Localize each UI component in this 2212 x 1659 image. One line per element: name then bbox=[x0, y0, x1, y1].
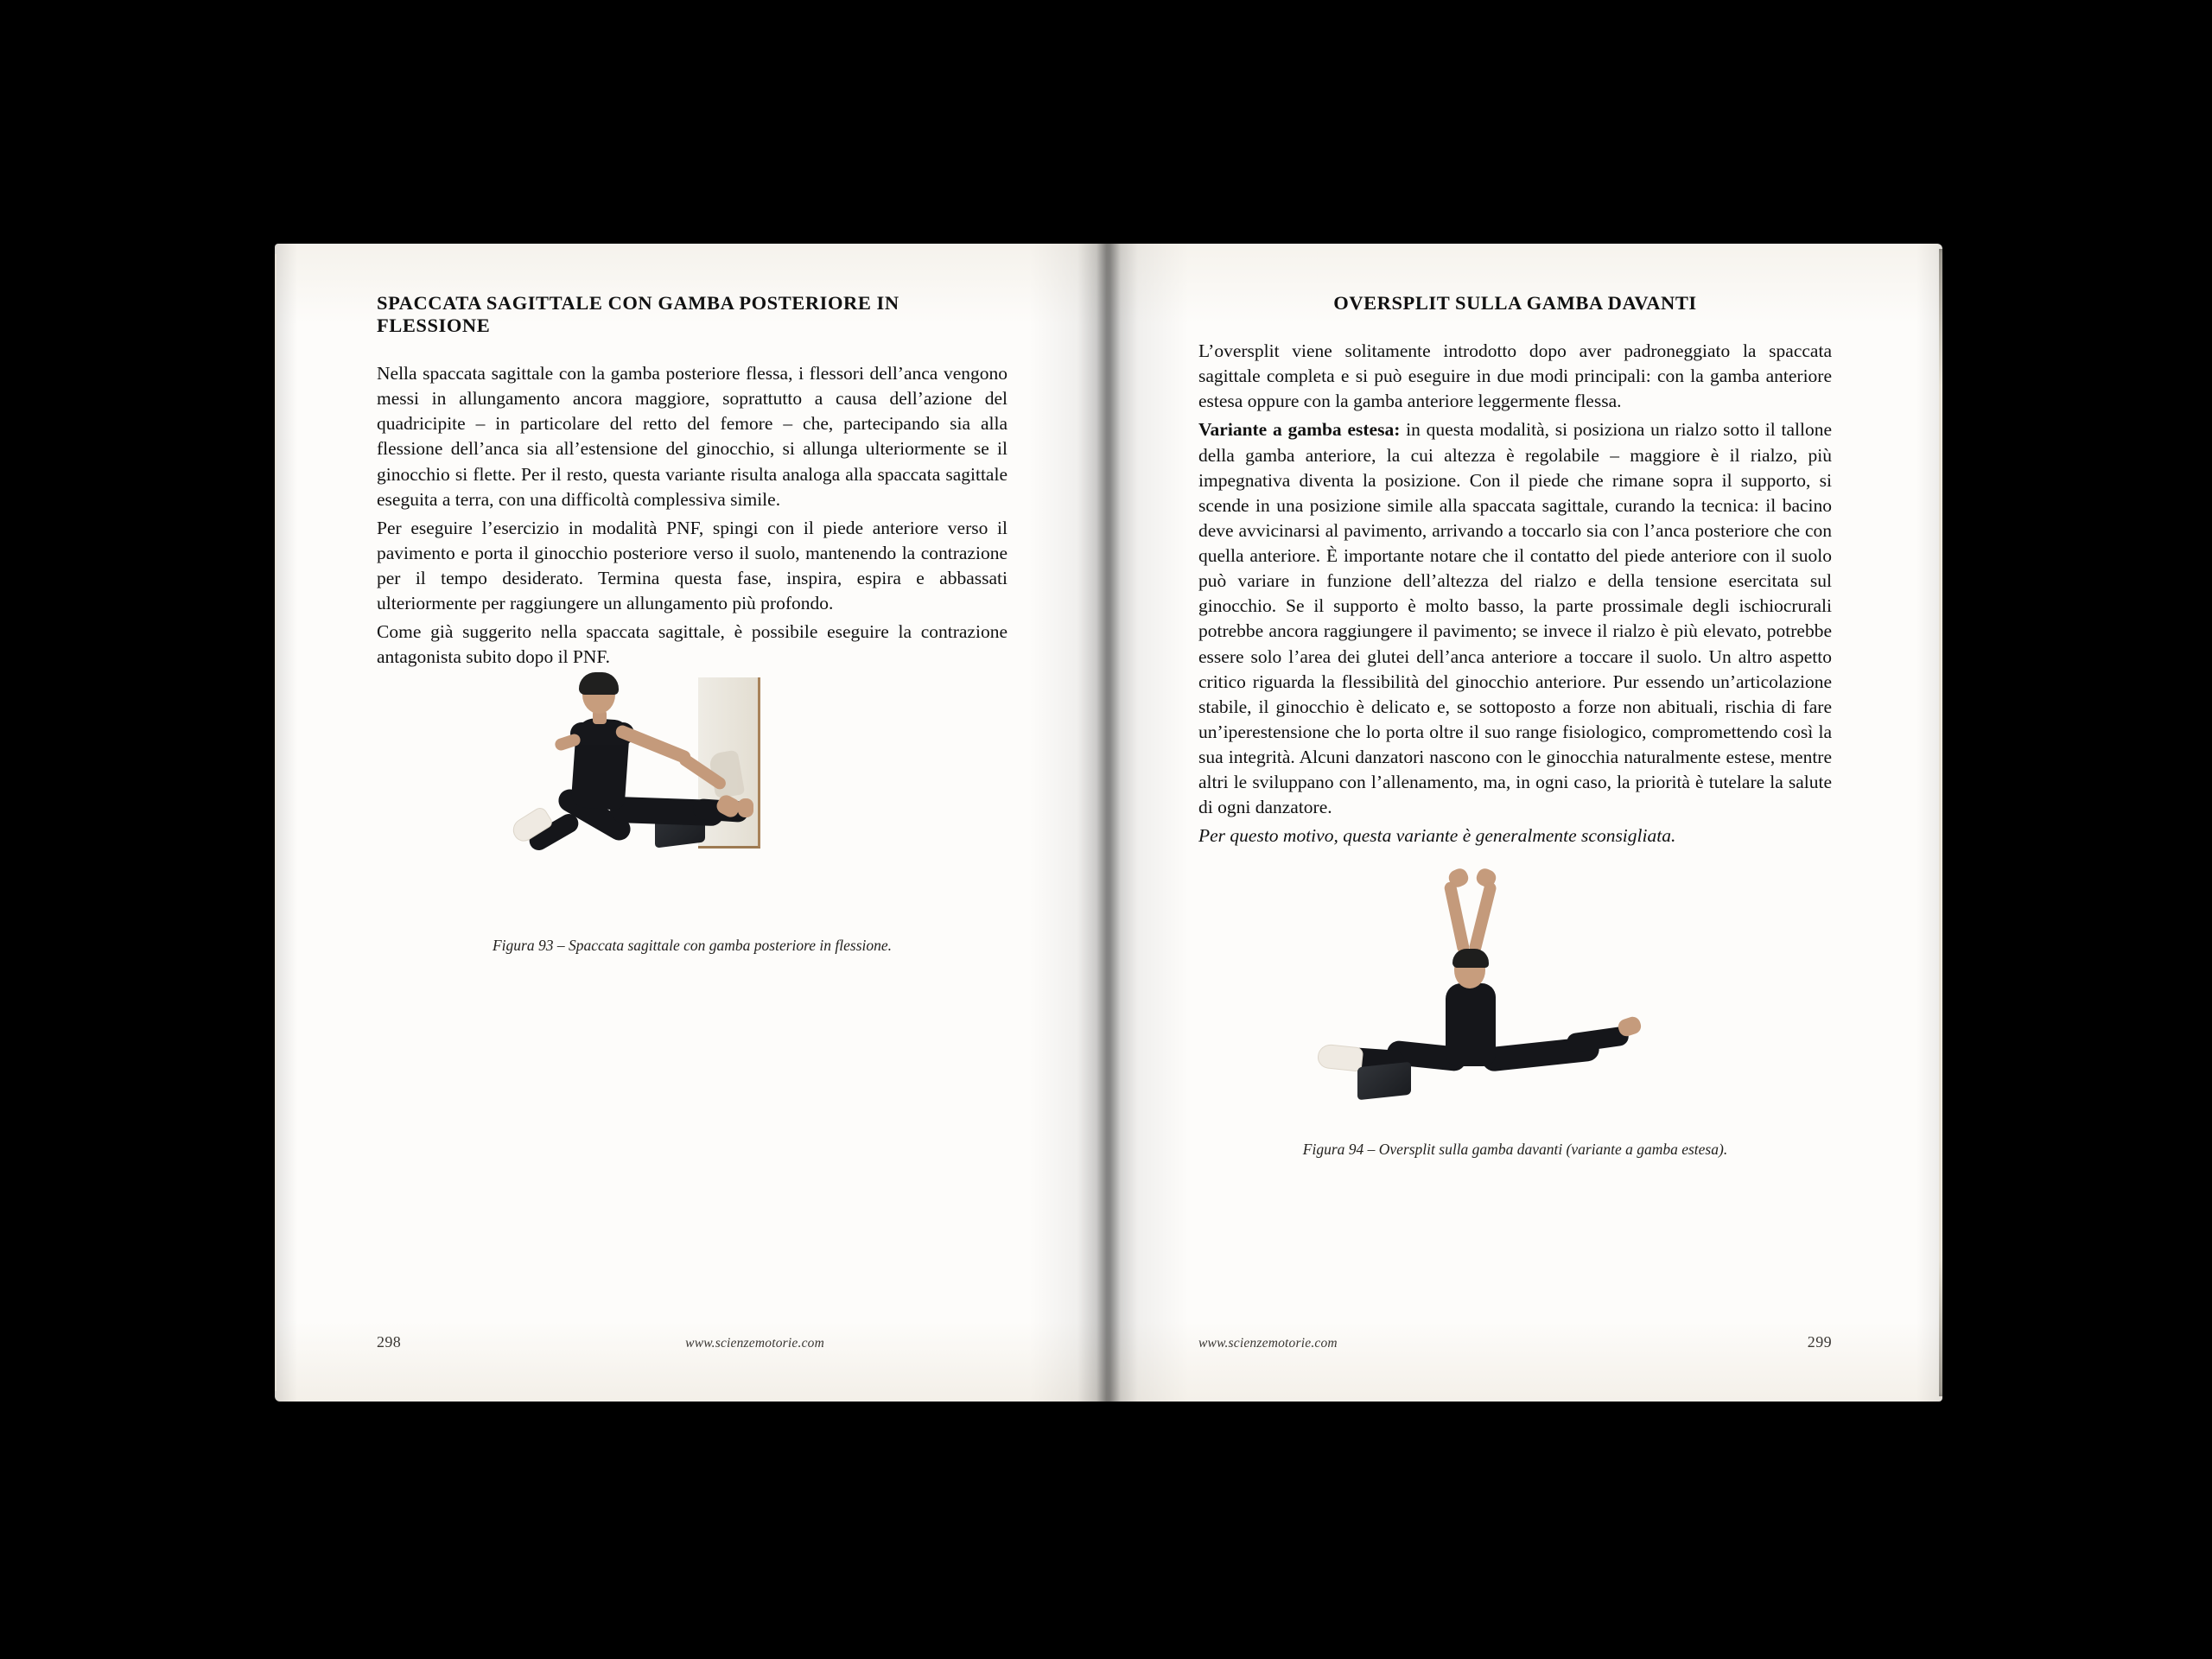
left-paragraph-2: Per eseguire l’esercizio in modalità PNF, spingi con il piede anteriore verso il pavimento e porta il ginocchio posteriore verso il suolo, mantenendo la contrazione per il tempo desiderato. Termina questa fase, inspira, espira e abbassati ulteriormente per raggiungere un allungamento più profondo. bbox=[377, 517, 1007, 614]
figure-94-caption: Figura 94 – Oversplit sulla gamba davanti (variante a gamba estesa). bbox=[1302, 1141, 1728, 1158]
left-page-title: SPACCATA SAGITTALE CON GAMBA POSTERIORE IN FLESSIONE bbox=[377, 292, 899, 336]
dancer-figure-93 bbox=[524, 669, 800, 919]
left-paragraph-1: Nella spaccata sagittale con la gamba posteriore flessa, i flessori dell’anca vengono messi in allungamento ancora maggiore, soprattutto a causa dell’azione del quadricipite – in particolare del retto del femore – che, partecipando sia alla flessione dell’anca sia all’estensione del ginocchio, si allunga ulteriormente se il ginocchio si flette. Per il resto, questa variante risulta analoga alla spaccata sagittale eseguita a terra, con una difficoltà complessiva simile. bbox=[377, 363, 1007, 510]
right-paragraph-2 bbox=[1198, 417, 1832, 820]
left-page-footer bbox=[377, 1333, 1007, 1351]
left-page-content bbox=[377, 292, 1007, 1329]
open-book bbox=[275, 244, 1942, 1402]
right-page-edge-stack bbox=[1939, 249, 1942, 1396]
dancer2-left-arm bbox=[1468, 881, 1497, 955]
right-closing-note: Per questo motivo, questa variante è generalmente sconsigliata. bbox=[1198, 825, 1676, 847]
left-page-website: www.scienzemotorie.com bbox=[685, 1336, 824, 1351]
figure-93 bbox=[377, 669, 1007, 955]
yoga-block-right bbox=[1357, 1062, 1411, 1101]
figure-94 bbox=[1198, 873, 1832, 1159]
figure-93-scene bbox=[377, 669, 1007, 919]
right-page-website: www.scienzemotorie.com bbox=[1198, 1336, 1338, 1351]
right-page-folio: 299 bbox=[1807, 1333, 1832, 1351]
figure-93-image bbox=[377, 669, 1007, 928]
dancer-hair bbox=[579, 672, 619, 695]
dancer2-back-foot bbox=[1317, 1043, 1364, 1071]
dancer-left-forearm bbox=[677, 752, 728, 791]
left-page bbox=[275, 244, 1107, 1402]
right-page-content bbox=[1198, 292, 1832, 1329]
dancer2-torso bbox=[1446, 983, 1496, 1066]
right-paragraph-1: L’oversplit viene solitamente introdotto dopo aver padroneggiato la spaccata sagittale completa e si può eseguire in due modi principali: con la gamba anteriore estesa oppure con la gamba anteriore leggermente flessa. bbox=[1198, 340, 1832, 412]
dancer2-hair bbox=[1452, 949, 1489, 968]
figure-94-scene bbox=[1198, 873, 1832, 1123]
left-page-folio: 298 bbox=[377, 1333, 402, 1351]
dancer2-right-arm bbox=[1443, 880, 1470, 954]
right-page-footer bbox=[1198, 1333, 1832, 1351]
right-page bbox=[1107, 244, 1942, 1402]
dancer-figure-94 bbox=[1380, 873, 1674, 1123]
right-paragraph-2-lead: Variante a gamba estesa: bbox=[1198, 419, 1401, 441]
figure-94-image bbox=[1198, 873, 1832, 1132]
left-paragraph-3: Come già suggerito nella spaccata sagittale, è possibile eseguire la contrazione antagonista subito dopo il PNF. bbox=[377, 621, 1007, 668]
figure-93-caption: Figura 93 – Spaccata sagittale con gamba posteriore in flessione. bbox=[492, 937, 893, 954]
right-page-title: OVERSPLIT SULLA GAMBA DAVANTI bbox=[1333, 292, 1697, 314]
left-page-edge-stack bbox=[275, 254, 276, 1391]
dancer-front-foot bbox=[738, 798, 753, 817]
right-paragraph-2-text: in questa modalità, si posiziona un rialzo sotto il tallone della gamba anteriore, la cui altezza è regolabile – maggiore è il rialzo, più impegnativa diventa la posizione. Con il piede che rimane sopra il supporto, si scende in una posizione simile alla spaccata sagittale, curando la tecnica: il bacino deve avvicinarsi al pavimento, arrivando a toccarlo sia con l’anca posteriore che con quella anteriore. È importante notare che il contatto del piede anteriore con il suolo può variare in funzione dell’altezza del rialzo e della tensione esercitata sul ginocchio. Se il supporto è molto basso, la parte prossimale degli ischiocrurali potrebbe ancora raggiungere il pavimento; se invece il rialzo è più elevato, potrebbe essere solo l’area dei glutei dell’anca anteriore a toccare il suolo. Un altro aspetto critico riguarda la flessibilità del ginocchio anteriore. Pur essendo un’articolazione stabile, il ginocchio è delicato e, se sottoposto a forze non abituali, rischia di fare un’iperestensione che lo porta oltre il suo range fisiologico, compromettendo così la sua integrità. Alcuni danzatori nascono con le ginocchia naturalmente estese, mentre altri le sviluppano con l’allenamento, ma, in ogni caso, la priorità è tutelare la salute di ogni danzatore. bbox=[1198, 419, 1833, 818]
